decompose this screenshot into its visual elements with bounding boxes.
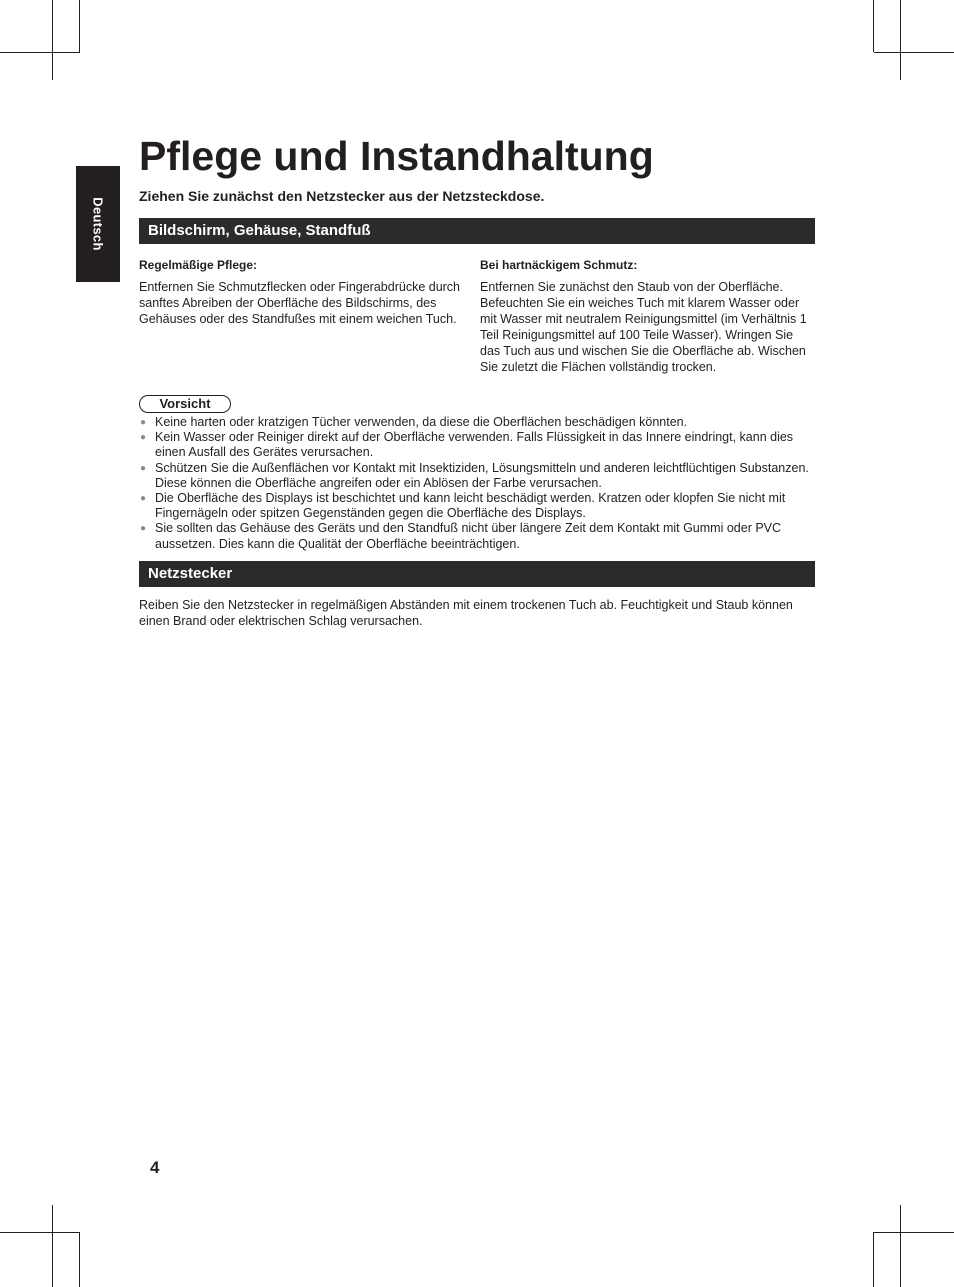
crop-mark — [0, 52, 80, 53]
stubborn-dirt-heading: Bei hartnäckigem Schmutz: — [480, 258, 638, 272]
bullet-icon: ● — [140, 493, 147, 505]
plug-text: Reiben Sie den Netzstecker in regelmäßigen Abständen mit einem trockenen Tuch ab. Feuchtigkeit und Staub können einen Brand oder elektrischen Schlag verursachen. — [139, 598, 793, 628]
list-item: ● Keine harten oder kratzigen Tücher verwenden, da diese die Oberflächen beschädigen könnten. — [140, 415, 688, 429]
crop-mark — [52, 1205, 53, 1287]
language-tab — [76, 166, 120, 282]
caution-list — [139, 415, 815, 552]
section-heading-plug: Netzstecker — [139, 561, 815, 587]
crop-mark — [874, 1232, 954, 1233]
list-item: ● Sie sollten das Gehäuse des Geräts und den Standfuß nicht über längere Zeit dem Kontakt mit Gummi oder PVC aussetzen. Dies kann die Qualität der Oberfläche beeinträchtigen. — [140, 521, 782, 551]
crop-mark — [79, 0, 80, 52]
list-item: ● Kein Wasser oder Reiniger direkt auf der Oberfläche verwenden. Falls Flüssigkeit in das Innere eindringt, kann dies einen Ausfall des Gerätes verursachen. — [140, 430, 794, 460]
crop-mark — [874, 52, 954, 53]
list-item: ● Schützen Sie die Außenflächen vor Kontakt mit Insektiziden, Lösungsmitteln und anderen leichtflüchtigen Substanzen. Diese können die Oberfläche angreifen oder ein Ablösen der Farbe verursachen. — [140, 460, 809, 490]
regular-care-heading: Regelmäßige Pflege: — [139, 258, 258, 272]
regular-care-column — [139, 257, 473, 327]
language-tab-label: Deutsch — [90, 197, 106, 251]
page-number: 4 — [150, 1158, 160, 1177]
crop-mark — [52, 0, 53, 80]
crop-mark — [900, 1205, 901, 1287]
bullet-icon: ● — [140, 462, 147, 474]
crop-mark — [0, 1232, 80, 1233]
crop-mark — [873, 0, 874, 52]
section-heading-screen: Bildschirm, Gehäuse, Standfuß — [139, 218, 815, 244]
crop-mark — [873, 1232, 874, 1287]
crop-mark — [79, 1232, 80, 1287]
bullet-icon: ● — [140, 523, 147, 535]
caution-label: Vorsicht — [139, 395, 231, 413]
intro-text: Ziehen Sie zunächst den Netzstecker aus der Netzsteckdose. — [139, 188, 545, 204]
stubborn-dirt-text: Entfernen Sie zunächst den Staub von der Oberfläche. Befeuchten Sie ein weiches Tuch mit klarem Wasser oder mit Wasser mit neutralem Reinigungsmittel (im Verhältnis 1 Teil Reinigungsmittel auf 100 Teile Wasser). Wringen Sie das Tuch aus und wischen Sie die Oberfläche ab. Wischen Sie zuletzt die Flächen vollständig trocken. — [480, 280, 807, 374]
stubborn-dirt-column — [480, 257, 816, 375]
bullet-icon: ● — [140, 432, 147, 444]
crop-mark — [900, 0, 901, 80]
list-item: ● Die Oberfläche des Displays ist beschichtet und kann leicht beschädigt werden. Kratzen oder klopfen Sie nicht mit Fingernägeln oder spitzen Gegenständen gegen die Oberfläche des Displays. — [140, 491, 786, 521]
page-title: Pflege und Instandhaltung — [139, 133, 654, 179]
bullet-icon: ● — [140, 417, 147, 428]
regular-care-text: Entfernen Sie Schmutzflecken oder Fingerabdrücke durch sanftes Abreiben der Oberfläche des Bildschirms, des Gehäuses oder des Standfußes mit einem weichen Tuch. — [139, 280, 461, 326]
